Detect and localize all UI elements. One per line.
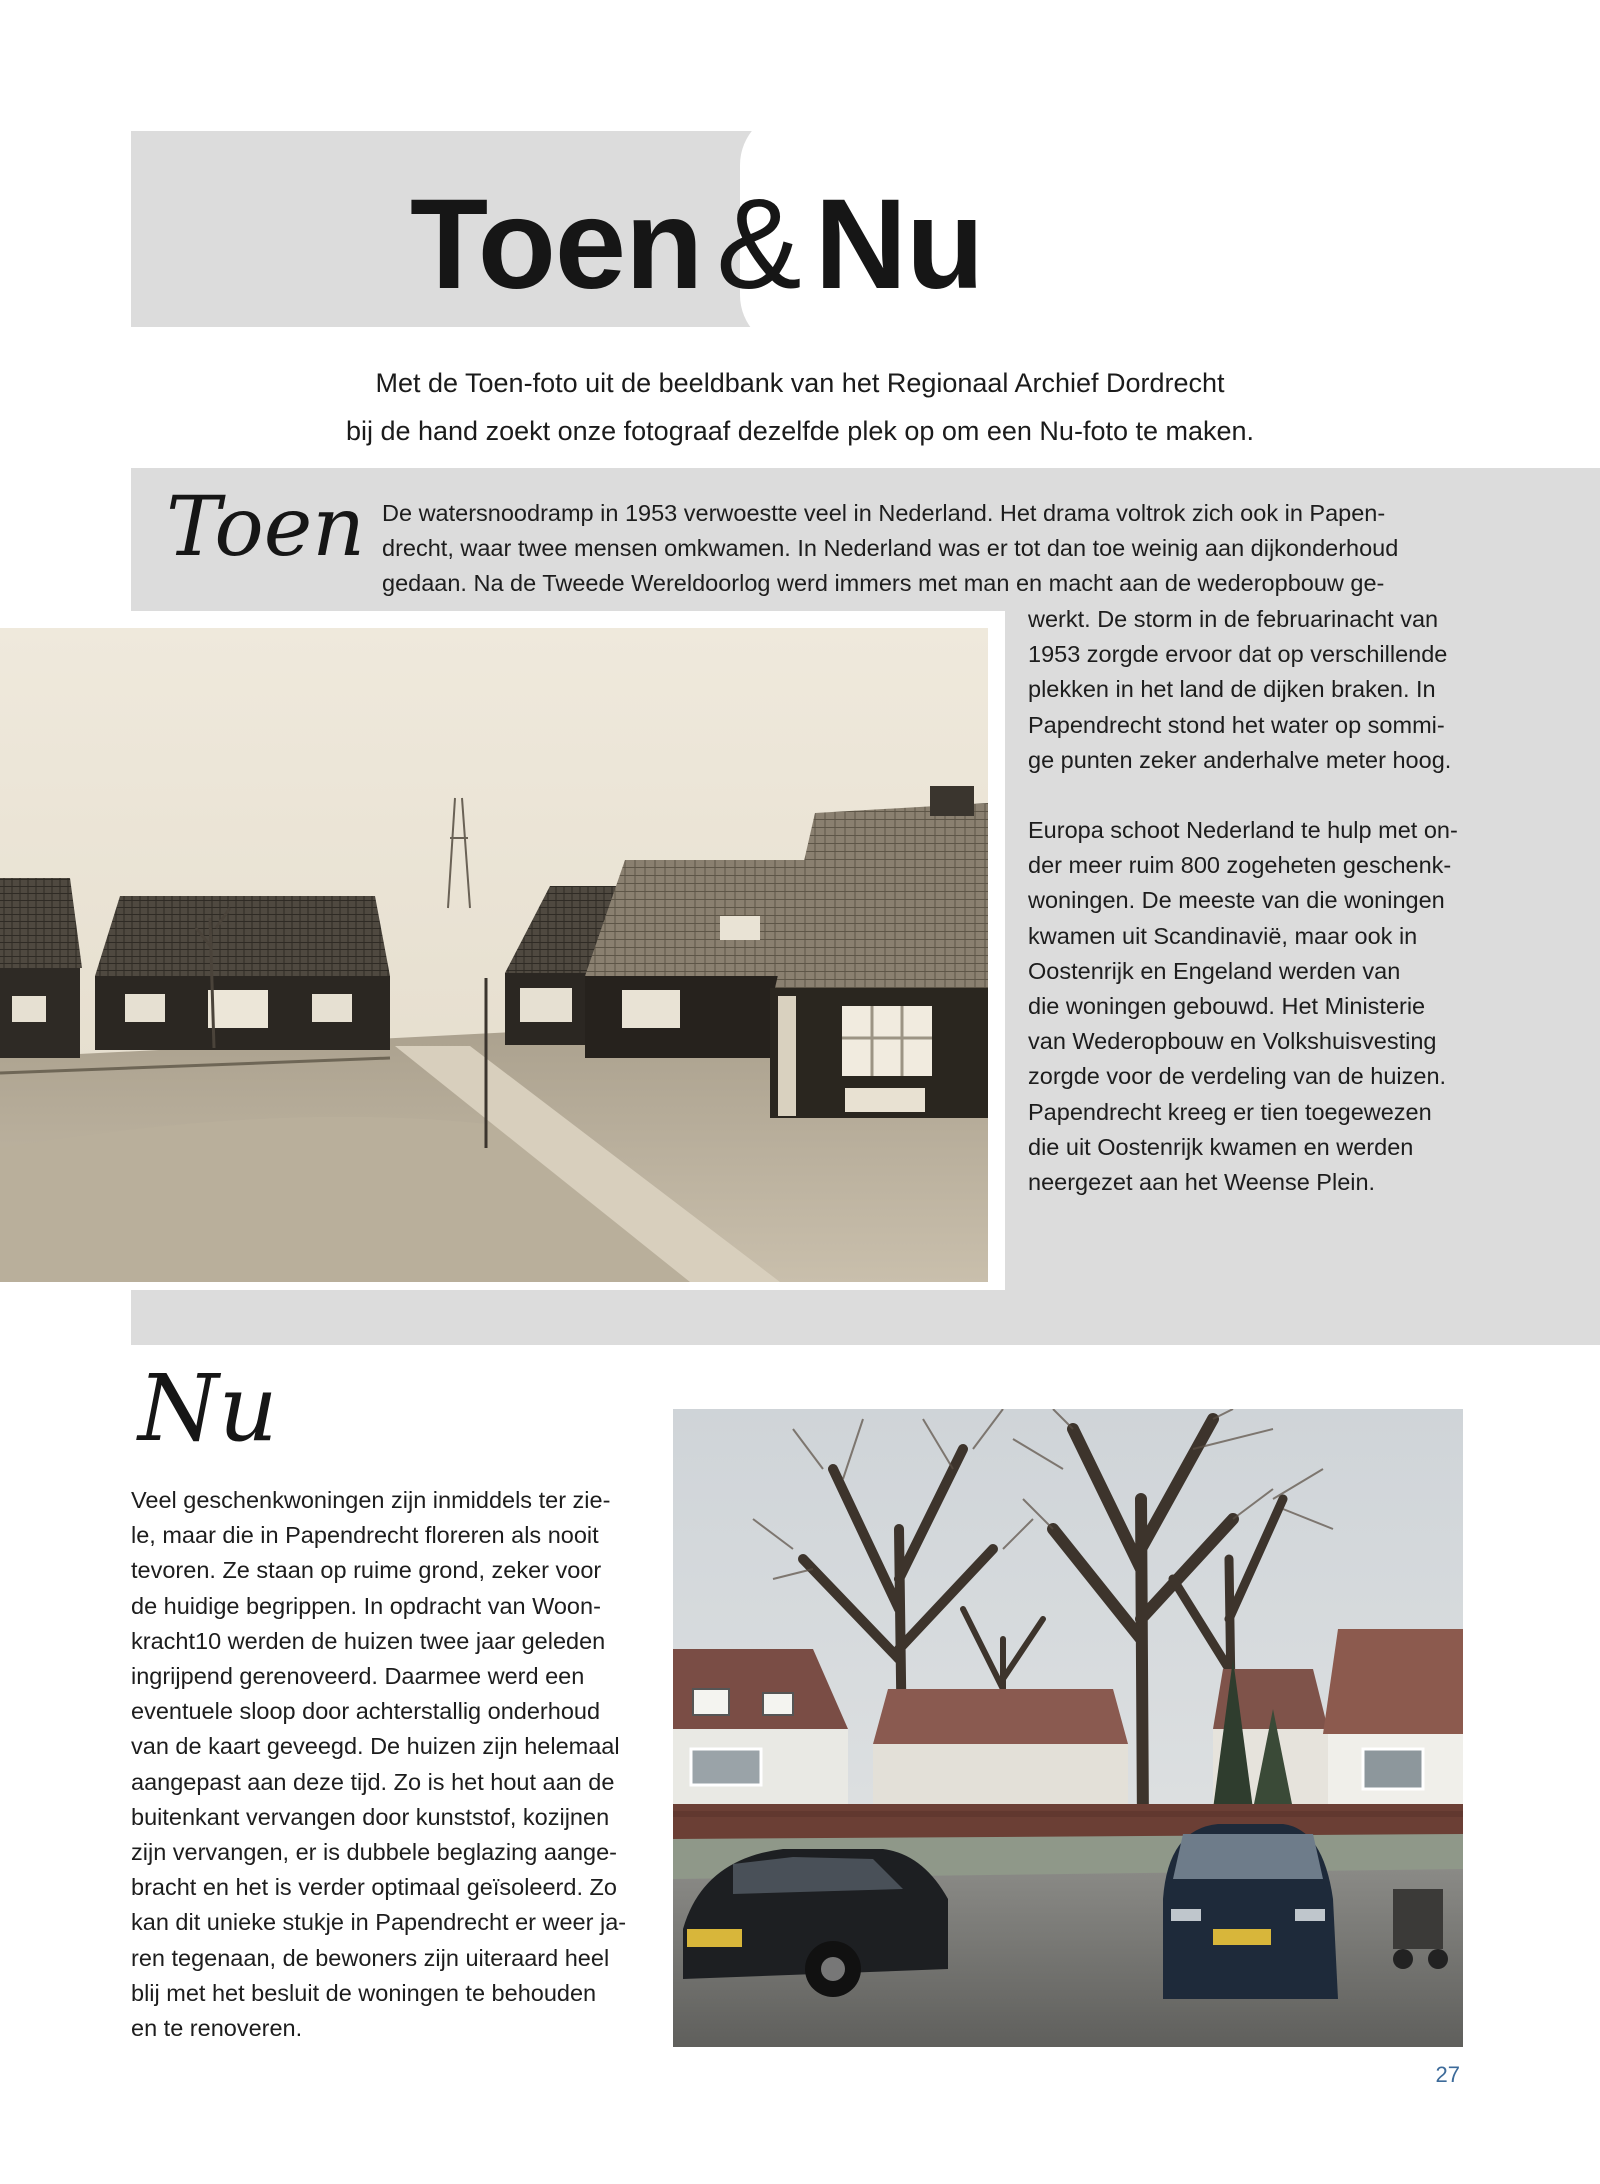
nu-line: bracht en het is verder optimaal geïsoleerd. Zo: [131, 1874, 617, 1901]
nu-line: eventuele sloop door achterstallig onderhoud: [131, 1698, 601, 1725]
toen-top-text: [382, 496, 1462, 602]
intro-line-2: bij de hand zoekt onze fotograaf dezelfde plek op om een Nu-foto te maken.: [345, 416, 1255, 446]
toen-side-line: Oostenrijk en Engeland werden van: [1028, 957, 1401, 984]
nu-line: en te renoveren.: [131, 2015, 303, 2042]
toen-side-text-2: [1028, 813, 1468, 1200]
toen-side-line: zorgde voor de verdeling van de huizen.: [1028, 1063, 1447, 1090]
nu-line: le, maar die in Papendrecht floreren als nooit: [131, 1522, 599, 1549]
toen-top-line: De watersnoodramp in 1953 verwoestte veel in Nederland. Het drama voltrok zich ook in Papen-: [382, 500, 1386, 526]
nu-photo: [673, 1409, 1463, 2047]
toen-side-line: 1953 zorgde ervoor dat op verschillende: [1028, 641, 1448, 668]
nu-line: ingrijpend gerenoveerd. Daarmee werd een: [131, 1663, 585, 1690]
nu-line: tevoren. Ze staan op ruime grond, zeker voor: [131, 1557, 602, 1584]
nu-line: blij met het besluit de woningen te behouden: [131, 1979, 597, 2006]
toen-side-line: der meer ruim 800 zogeheten geschenk-: [1028, 852, 1452, 879]
toen-side-line: werkt. De storm in de februarinacht van: [1028, 606, 1439, 632]
nu-line: kracht10 werden de huizen twee jaar geleden: [131, 1627, 606, 1654]
toen-side-line: kwamen uit Scandinavië, maar ook in: [1028, 922, 1418, 949]
toen-side-line: ge punten zeker anderhalve meter hoog.: [1028, 746, 1452, 773]
nu-line: kan dit unieke stukje in Papendrecht er weer ja-: [131, 1909, 627, 1936]
nu-line: buitenkant vervangen door kunststof, kozijnen: [131, 1803, 610, 1830]
nu-line: ren tegenaan, de bewoners zijn uiteraard heel: [131, 1944, 610, 1971]
toen-bottom-band: [131, 1290, 1600, 1345]
toen-side-line: plekken in het land de dijken braken. In: [1028, 676, 1436, 703]
title-toen: Toen: [410, 173, 703, 316]
toen-side-line: Papendrecht stond het water op sommi-: [1028, 711, 1445, 738]
toen-side-line: Papendrecht kreeg er tien toegewezen: [1028, 1098, 1432, 1125]
toen-side-line: die uit Oostenrijk kwamen en werden: [1028, 1133, 1414, 1160]
nu-line: van de kaart geveegd. De huizen zijn helemaal: [131, 1733, 620, 1760]
title-nu: Nu: [814, 173, 984, 316]
toen-side-line: die woningen gebouwd. Het Ministerie: [1028, 993, 1426, 1020]
nu-line: aangepast aan deze tijd. Zo is het hout aan de: [131, 1768, 615, 1795]
toen-top-line: drecht, waar twee mensen omkwamen. In Nederland was er tot dan toe weinig aan dijkonderhoud: [382, 535, 1399, 562]
intro-line-1: Met de Toen-foto uit de beeldbank van het Regionaal Archief Dordrecht: [375, 368, 1225, 398]
toen-side-line: neergezet aan het Weense Plein.: [1028, 1169, 1376, 1196]
nu-line: Veel geschenkwoningen zijn inmiddels ter zie-: [131, 1487, 611, 1513]
toen-side-text-1: [1028, 602, 1468, 778]
nu-line: de huidige begrippen. In opdracht van Woon-: [131, 1592, 601, 1619]
nu-photo-drawing: [673, 1409, 1463, 2047]
toen-heading: Toen: [166, 480, 366, 575]
page-title: [410, 170, 983, 320]
toen-side-line: van Wederopbouw en Volkshuisvesting: [1028, 1028, 1437, 1055]
toen-photo: [0, 628, 988, 1282]
toen-top-line: gedaan. Na de Tweede Wereldoorlog werd immers met man en macht aan de wederopbouw ge-: [382, 570, 1385, 597]
page-number: 27: [1435, 2062, 1460, 2087]
toen-photo-drawing: [0, 628, 988, 1282]
toen-side-line: woningen. De meeste van die woningen: [1028, 887, 1445, 914]
toen-side-line: Europa schoot Nederland te hulp met on-: [1028, 817, 1458, 843]
title-ampersand: &: [716, 173, 801, 316]
nu-heading: Nu: [138, 1355, 278, 1462]
nu-line: zijn vervangen, er is dubbele beglazing aange-: [131, 1839, 617, 1866]
nu-text: [131, 1483, 651, 2046]
